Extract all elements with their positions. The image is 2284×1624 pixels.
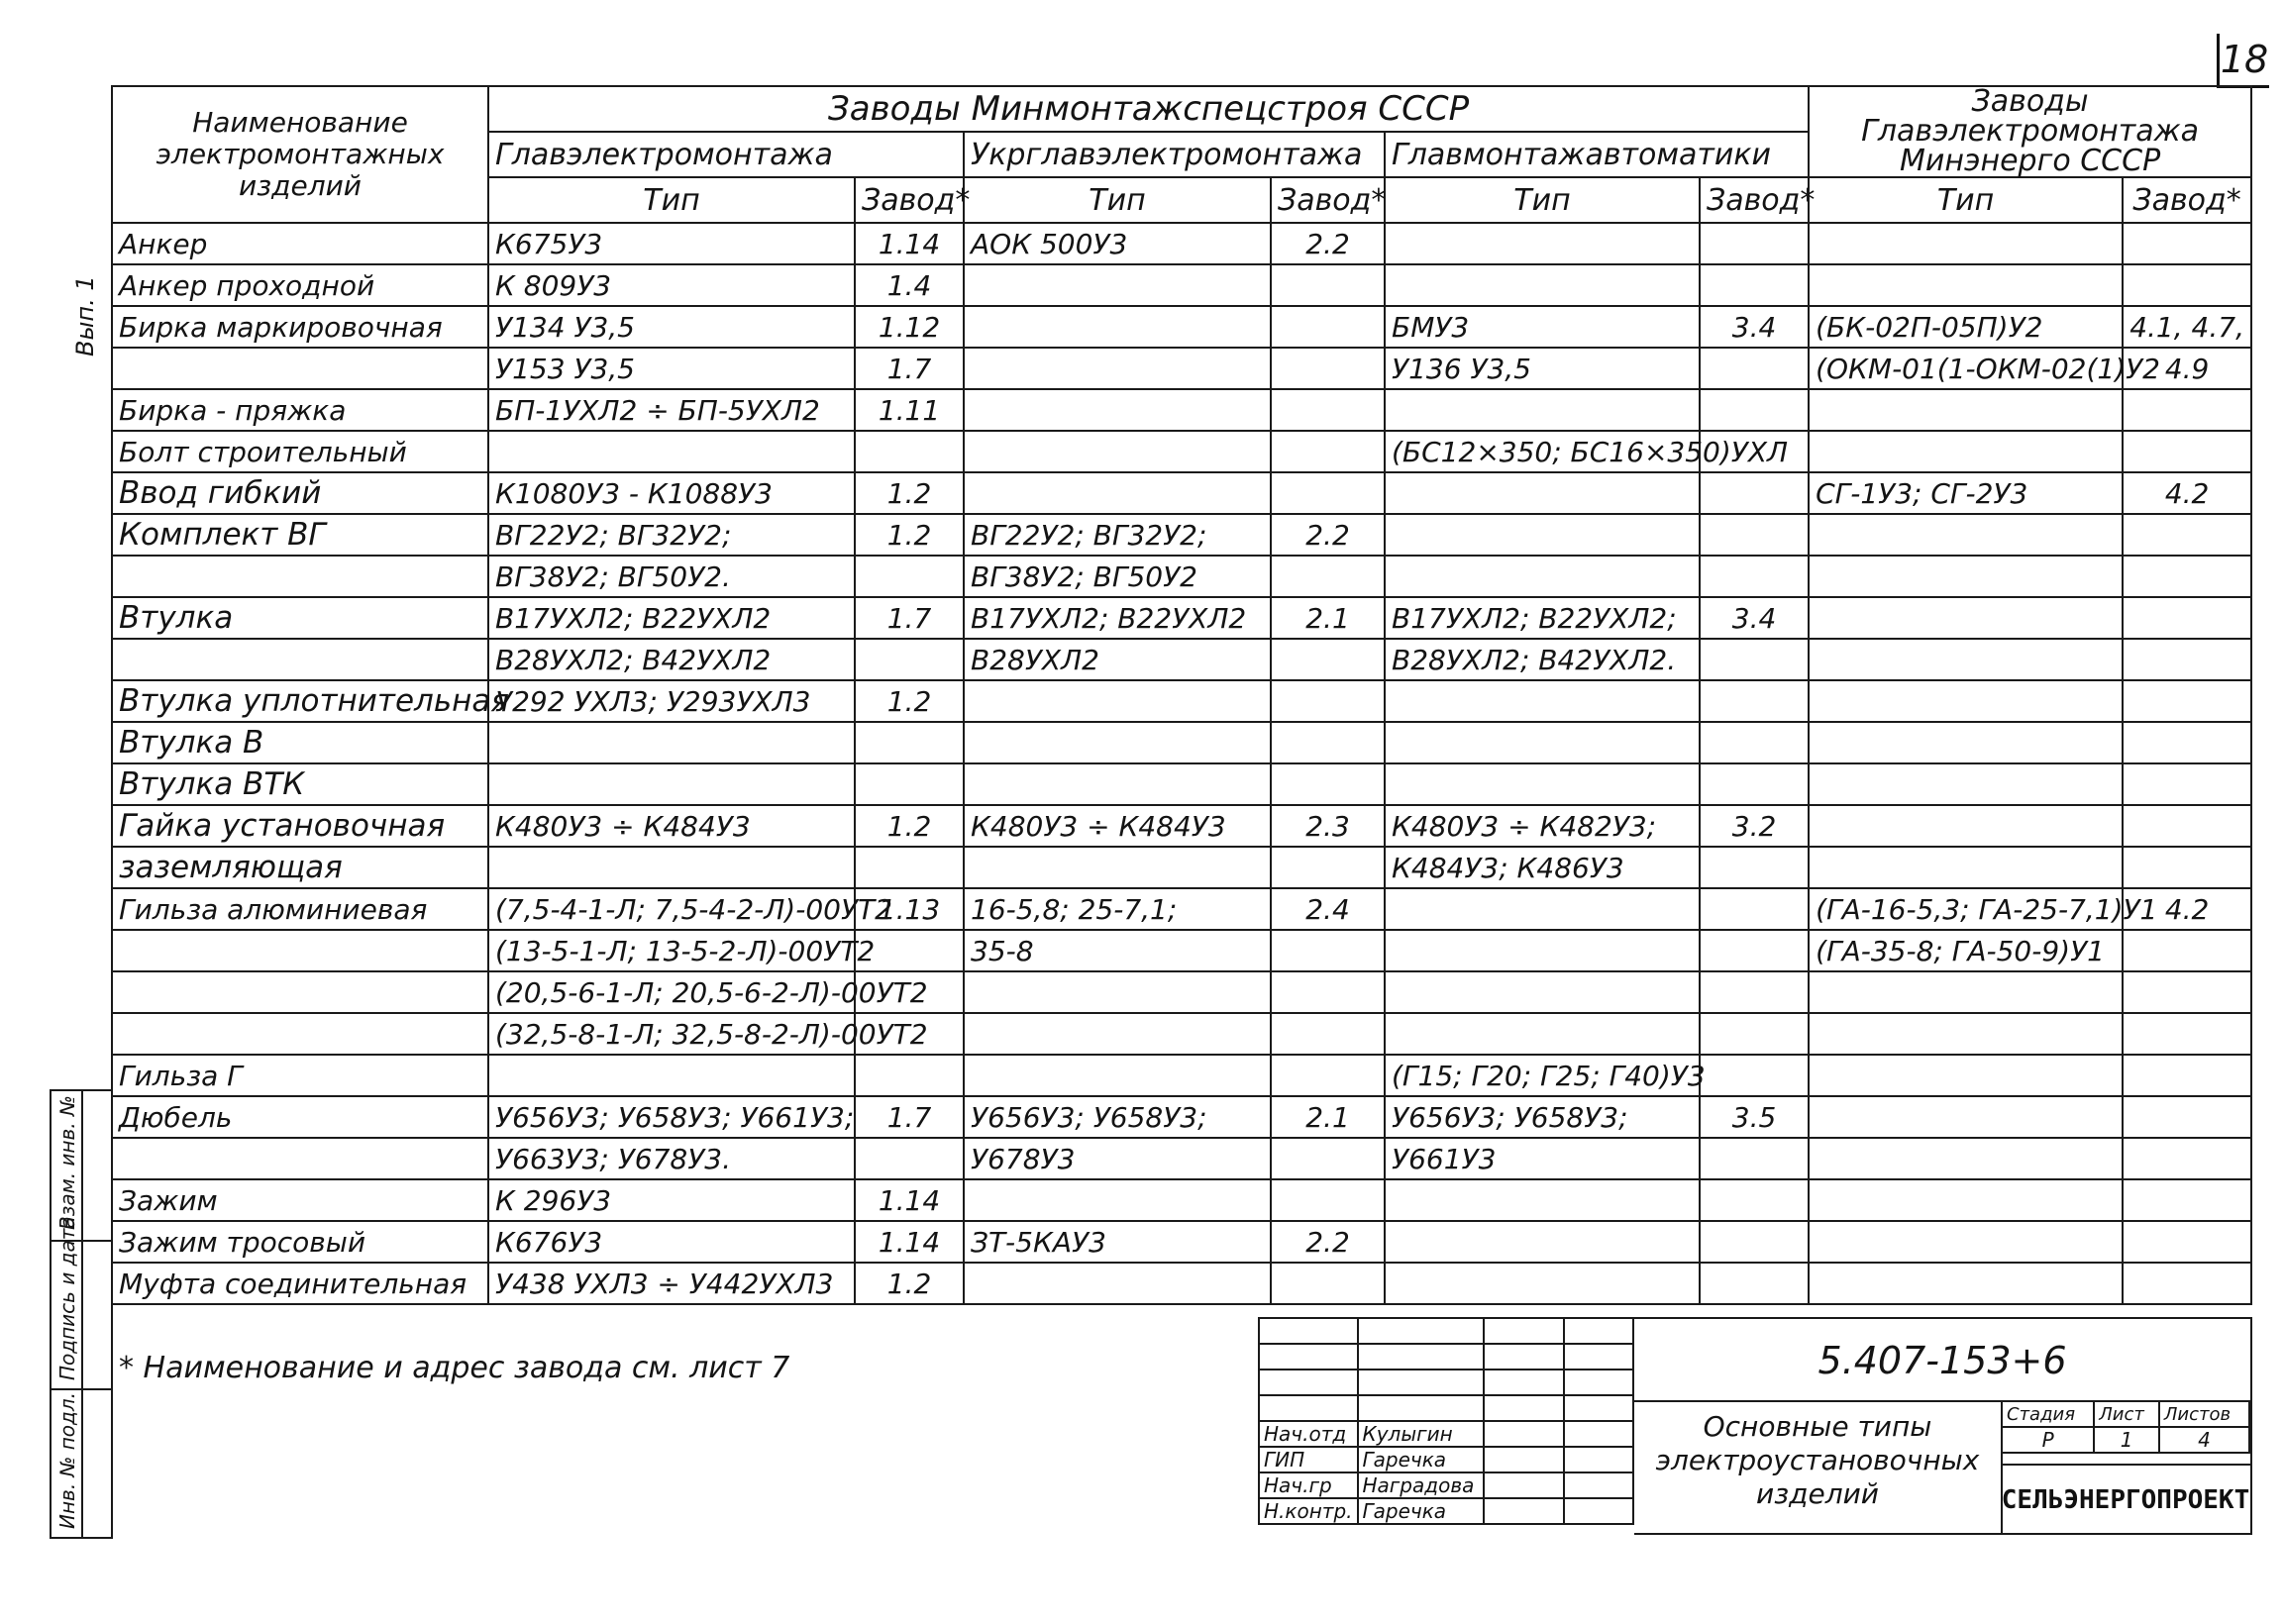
type-cell <box>964 763 1271 805</box>
plant-cell <box>1700 1138 1809 1179</box>
type-cell: В17УХЛ2; В22УХЛ2; <box>1385 597 1700 639</box>
header-plant: Завод* <box>2123 177 2251 223</box>
plant-cell <box>1700 223 1809 264</box>
table-row <box>112 597 2251 639</box>
type-cell <box>1809 763 2123 805</box>
plant-cell <box>2123 1096 2251 1138</box>
side-label: Инв. № подл. <box>55 1392 79 1529</box>
type-cell: БМУ3 <box>1385 306 1700 348</box>
type-cell: 16-5,8; 25-7,1; <box>964 888 1271 930</box>
header-plant: Завод* <box>1271 177 1385 223</box>
row-name-cell <box>112 348 488 389</box>
row-name-cell: Бирка - пряжка <box>112 389 488 431</box>
row-name-cell: Втулка ВТК <box>112 763 488 805</box>
plant-cell: 2.2 <box>1271 223 1385 264</box>
plant-cell <box>1271 722 1385 763</box>
plant-cell: 2.4 <box>1271 888 1385 930</box>
type-cell <box>1385 389 1700 431</box>
type-cell: ВГ22У2; ВГ32У2; <box>488 514 855 556</box>
plant-cell <box>1271 556 1385 597</box>
plant-cell <box>1271 639 1385 680</box>
table-row <box>112 306 2251 348</box>
table-row <box>112 680 2251 722</box>
header-sub1: Главэлектромонтажа <box>488 132 964 177</box>
plant-cell <box>855 556 964 597</box>
type-cell <box>1809 971 2123 1013</box>
type-cell: У438 УХЛ3 ÷ У442УХЛ3 <box>488 1263 855 1304</box>
plant-cell <box>2123 556 2251 597</box>
plant-cell <box>1700 1013 1809 1055</box>
plant-cell: 1.11 <box>855 389 964 431</box>
table-row <box>112 1013 2251 1055</box>
header-name-col: Наименование электромонтажных изделий <box>112 86 488 223</box>
type-cell <box>1385 1263 1700 1304</box>
type-cell <box>1385 514 1700 556</box>
plant-cell <box>2123 264 2251 306</box>
plant-cell <box>2123 971 2251 1013</box>
type-cell: У656У3; У658У3; <box>964 1096 1271 1138</box>
row-name-cell <box>112 639 488 680</box>
plant-cell <box>1700 1221 1809 1263</box>
plant-cell <box>1700 264 1809 306</box>
plant-cell <box>1271 971 1385 1013</box>
signer-name: Кулыгин <box>1358 1421 1485 1447</box>
role: Нач.отд <box>1259 1421 1358 1447</box>
row-name-cell <box>112 1013 488 1055</box>
type-cell <box>1809 1013 2123 1055</box>
row-name-cell: Болт строительный <box>112 431 488 472</box>
role: Нач.гр <box>1259 1472 1358 1498</box>
type-cell <box>1809 264 2123 306</box>
type-cell <box>488 1055 855 1096</box>
type-cell: (БС12×350; БС16×350)УХЛ <box>1385 431 1700 472</box>
plant-cell <box>1271 1013 1385 1055</box>
type-cell: (32,5-8-1-Л; 32,5-8-2-Л)-00УТ2 <box>488 1013 855 1055</box>
org-name: СЕЛЬЭНЕРГОПРОЕКТ <box>2001 1464 2250 1535</box>
plant-cell: 2.2 <box>1271 1221 1385 1263</box>
type-cell <box>1385 971 1700 1013</box>
plant-cell <box>1271 472 1385 514</box>
type-cell: У663У3; У678У3. <box>488 1138 855 1179</box>
type-cell <box>1385 930 1700 971</box>
type-cell: СГ-1У3; СГ-2У3 <box>1809 472 2123 514</box>
plant-cell: 2.1 <box>1271 597 1385 639</box>
type-cell: К480У3 ÷ К484У3 <box>488 805 855 847</box>
plant-cell: 3.4 <box>1700 306 1809 348</box>
type-cell <box>964 1055 1271 1096</box>
type-cell <box>964 847 1271 888</box>
type-cell <box>1809 680 2123 722</box>
row-name-cell: заземляющая <box>112 847 488 888</box>
stage-table <box>2001 1400 2250 1454</box>
plant-cell <box>2123 1138 2251 1179</box>
stage-label: Стадия <box>2002 1401 2094 1427</box>
row-name-cell: Ввод гибкий <box>112 472 488 514</box>
type-cell <box>488 763 855 805</box>
products-table <box>111 85 2252 1305</box>
type-cell <box>1385 556 1700 597</box>
plant-cell <box>1271 680 1385 722</box>
table-row <box>112 431 2251 472</box>
table-row <box>112 971 2251 1013</box>
type-cell <box>1809 805 2123 847</box>
type-cell <box>1385 472 1700 514</box>
plant-cell <box>2123 805 2251 847</box>
title-block <box>1258 1317 2250 1535</box>
row-name-cell: Втулка уплотнительная <box>112 680 488 722</box>
plant-cell <box>1700 1179 1809 1221</box>
table-row <box>112 930 2251 971</box>
plant-cell <box>1271 431 1385 472</box>
plant-cell: 1.7 <box>855 1096 964 1138</box>
type-cell <box>1385 223 1700 264</box>
type-cell: (20,5-6-1-Л; 20,5-6-2-Л)-00УТ2 <box>488 971 855 1013</box>
type-cell: ЗТ-5КАУ3 <box>964 1221 1271 1263</box>
type-cell <box>964 306 1271 348</box>
type-cell: К676У3 <box>488 1221 855 1263</box>
plant-cell <box>855 1055 964 1096</box>
row-name-cell: Зажим тросовый <box>112 1221 488 1263</box>
type-cell <box>1385 1221 1700 1263</box>
type-cell: БП-1УХЛ2 ÷ БП-5УХЛ2 <box>488 389 855 431</box>
plant-cell <box>2123 514 2251 556</box>
row-name-cell <box>112 556 488 597</box>
table-row <box>112 1221 2251 1263</box>
plant-cell <box>1271 389 1385 431</box>
type-cell <box>964 472 1271 514</box>
type-cell <box>1809 597 2123 639</box>
plant-cell <box>1700 722 1809 763</box>
type-cell: В17УХЛ2; В22УХЛ2 <box>488 597 855 639</box>
type-cell <box>1809 1138 2123 1179</box>
type-cell: У134 У3,5 <box>488 306 855 348</box>
table-row <box>112 556 2251 597</box>
side-strip <box>50 1089 113 1539</box>
type-cell <box>1809 431 2123 472</box>
type-cell: (Г15; Г20; Г25; Г40)У3 <box>1385 1055 1700 1096</box>
row-name-cell: Гильза алюминиевая <box>112 888 488 930</box>
row-name-cell: Анкер <box>112 223 488 264</box>
plant-cell <box>2123 847 2251 888</box>
type-cell <box>488 431 855 472</box>
plant-cell <box>1271 763 1385 805</box>
plant-cell <box>1271 348 1385 389</box>
plant-cell <box>2123 1221 2251 1263</box>
type-cell: У656У3; У658У3; У661У3; <box>488 1096 855 1138</box>
type-cell: (ГА-16-5,3; ГА-25-7,1)У1 <box>1809 888 2123 930</box>
plant-cell <box>1700 514 1809 556</box>
type-cell <box>1809 722 2123 763</box>
table-row <box>112 805 2251 847</box>
header-type: Тип <box>1809 177 2123 223</box>
row-name-cell <box>112 930 488 971</box>
role: Н.контр. <box>1259 1498 1358 1524</box>
plant-cell: 1.2 <box>855 514 964 556</box>
row-name-cell <box>112 1138 488 1179</box>
table-row <box>112 472 2251 514</box>
plant-cell <box>2123 639 2251 680</box>
plant-cell: 2.3 <box>1271 805 1385 847</box>
type-cell: К 296У3 <box>488 1179 855 1221</box>
type-cell: У136 У3,5 <box>1385 348 1700 389</box>
type-cell: (ОКМ-01(1-ОКМ-02(1)У2 <box>1809 348 2123 389</box>
plant-cell <box>855 639 964 680</box>
plant-cell <box>1271 930 1385 971</box>
type-cell <box>1809 223 2123 264</box>
signer-name: Гаречка <box>1358 1498 1485 1524</box>
plant-cell <box>2123 680 2251 722</box>
row-name-cell: Втулка <box>112 597 488 639</box>
table-row <box>112 1138 2251 1179</box>
table-row <box>112 1055 2251 1096</box>
plant-cell: 1.7 <box>855 348 964 389</box>
type-cell: У661У3 <box>1385 1138 1700 1179</box>
type-cell <box>1809 1096 2123 1138</box>
title-area <box>1634 1317 2252 1535</box>
plant-cell: 4.2 <box>2123 472 2251 514</box>
table-row <box>112 1096 2251 1138</box>
plant-cell <box>1700 639 1809 680</box>
plant-cell: 1.12 <box>855 306 964 348</box>
type-cell: (13-5-1-Л; 13-5-2-Л)-00УТ2 <box>488 930 855 971</box>
type-cell: АОК 500У3 <box>964 223 1271 264</box>
plant-cell <box>855 431 964 472</box>
type-cell: К480У3 ÷ К482У3; <box>1385 805 1700 847</box>
footnote: * Наименование и адрес завода см. лист 7 <box>119 1351 790 1385</box>
type-cell <box>1809 847 2123 888</box>
type-cell: У656У3; У658У3; <box>1385 1096 1700 1138</box>
plant-cell: 1.14 <box>855 223 964 264</box>
plant-cell <box>2123 1055 2251 1096</box>
plant-cell <box>1700 930 1809 971</box>
type-cell <box>1809 1055 2123 1096</box>
type-cell: 35-8 <box>964 930 1271 971</box>
type-cell: У153 У3,5 <box>488 348 855 389</box>
type-cell <box>1385 1013 1700 1055</box>
plant-cell: 1.14 <box>855 1179 964 1221</box>
plant-cell <box>2123 1013 2251 1055</box>
type-cell <box>1809 1221 2123 1263</box>
type-cell <box>964 680 1271 722</box>
plant-cell: 1.14 <box>855 1221 964 1263</box>
row-name-cell <box>112 971 488 1013</box>
plant-cell: 4.9 <box>2123 348 2251 389</box>
plant-cell <box>855 847 964 888</box>
sheets-label: Листов <box>2159 1401 2249 1427</box>
table-row <box>112 264 2251 306</box>
type-cell <box>1385 763 1700 805</box>
row-name-cell: Гайка установочная <box>112 805 488 847</box>
table-row <box>112 639 2251 680</box>
row-name-cell: Втулка В <box>112 722 488 763</box>
type-cell: ВГ38У2; ВГ50У2 <box>964 556 1271 597</box>
plant-cell: 1.2 <box>855 805 964 847</box>
header-type: Тип <box>964 177 1271 223</box>
plant-cell <box>1700 888 1809 930</box>
plant-cell <box>1271 1138 1385 1179</box>
type-cell: В28УХЛ2 <box>964 639 1271 680</box>
signer-name: Наградова <box>1358 1472 1485 1498</box>
type-cell: У678У3 <box>964 1138 1271 1179</box>
type-cell <box>1385 680 1700 722</box>
plant-cell <box>2123 223 2251 264</box>
plant-cell: 4.2 <box>2123 888 2251 930</box>
type-cell: ВГ22У2; ВГ32У2; <box>964 514 1271 556</box>
type-cell <box>964 264 1271 306</box>
type-cell <box>488 722 855 763</box>
plant-cell: 2.2 <box>1271 514 1385 556</box>
type-cell <box>1809 556 2123 597</box>
type-cell <box>1809 639 2123 680</box>
table-row <box>112 348 2251 389</box>
table-row <box>112 514 2251 556</box>
type-cell: К675У3 <box>488 223 855 264</box>
type-cell <box>1809 514 2123 556</box>
type-cell: (БК-02П-05П)У2 <box>1809 306 2123 348</box>
doc-title: Основные типы электроустановочных изделий <box>1655 1410 1980 1510</box>
sheets-value: 4 <box>2159 1427 2249 1453</box>
type-cell: В28УХЛ2; В42УХЛ2 <box>488 639 855 680</box>
type-cell <box>488 847 855 888</box>
header-plant: Завод* <box>855 177 964 223</box>
plant-cell <box>2123 763 2251 805</box>
type-cell <box>1809 1263 2123 1304</box>
plant-cell <box>2123 1179 2251 1221</box>
plant-cell <box>1271 1263 1385 1304</box>
plant-cell: 1.2 <box>855 680 964 722</box>
header-sub3: Главмонтажавтоматики <box>1385 132 1809 177</box>
type-cell <box>1385 1179 1700 1221</box>
type-cell <box>964 971 1271 1013</box>
plant-cell <box>1700 348 1809 389</box>
doc-code: 5.407-153+6 <box>1817 1339 2067 1382</box>
type-cell: (7,5-4-1-Л; 7,5-4-2-Л)-00УТ2 <box>488 888 855 930</box>
type-cell <box>964 431 1271 472</box>
table-row <box>112 763 2251 805</box>
side-note: Вып. 1 <box>71 275 99 356</box>
plant-cell: 1.7 <box>855 597 964 639</box>
type-cell: К1080У3 - К1088У3 <box>488 472 855 514</box>
type-cell <box>1385 722 1700 763</box>
plant-cell <box>1700 1055 1809 1096</box>
table-row <box>112 389 2251 431</box>
plant-cell <box>1271 306 1385 348</box>
type-cell: У292 УХЛ3; У293УХЛ3 <box>488 680 855 722</box>
plant-cell <box>1700 680 1809 722</box>
row-name-cell: Зажим <box>112 1179 488 1221</box>
table-row <box>112 847 2251 888</box>
header-group-ussr: Заводы Минмонтажспецстроя СССР <box>488 86 1809 132</box>
plant-cell: 3.2 <box>1700 805 1809 847</box>
plant-cell <box>1700 1263 1809 1304</box>
header-type: Тип <box>488 177 855 223</box>
sheet-label: Лист <box>2094 1401 2159 1427</box>
plant-cell: 1.2 <box>855 1263 964 1304</box>
plant-cell <box>1700 472 1809 514</box>
row-name-cell: Бирка маркировочная <box>112 306 488 348</box>
plant-cell <box>2123 1263 2251 1304</box>
stage-value: Р <box>2002 1427 2094 1453</box>
type-cell <box>964 1013 1271 1055</box>
plant-cell <box>1271 1179 1385 1221</box>
plant-cell: 1.2 <box>855 472 964 514</box>
type-cell: К484У3; К486У3 <box>1385 847 1700 888</box>
type-cell <box>964 722 1271 763</box>
plant-cell <box>2123 431 2251 472</box>
table-row <box>112 1179 2251 1221</box>
row-name-cell: Гильза Г <box>112 1055 488 1096</box>
plant-cell: 1.4 <box>855 264 964 306</box>
signer-name: Гаречка <box>1358 1447 1485 1472</box>
type-cell <box>1809 389 2123 431</box>
type-cell <box>1809 1179 2123 1221</box>
table-row <box>112 888 2251 930</box>
row-name-cell: Анкер проходной <box>112 264 488 306</box>
type-cell: (ГА-35-8; ГА-50-9)У1 <box>1809 930 2123 971</box>
type-cell <box>1385 264 1700 306</box>
plant-cell <box>1271 264 1385 306</box>
header-plant: Завод* <box>1700 177 1809 223</box>
type-cell: В28УХЛ2; В42УХЛ2. <box>1385 639 1700 680</box>
plant-cell <box>1700 847 1809 888</box>
header-type: Тип <box>1385 177 1700 223</box>
plant-cell <box>1700 763 1809 805</box>
plant-cell <box>2123 722 2251 763</box>
plant-cell <box>855 1138 964 1179</box>
type-cell <box>964 348 1271 389</box>
plant-cell: 3.5 <box>1700 1096 1809 1138</box>
type-cell <box>964 1263 1271 1304</box>
signature-grid <box>1258 1317 1634 1525</box>
type-cell <box>964 389 1271 431</box>
plant-cell: 2.1 <box>1271 1096 1385 1138</box>
table-row <box>112 223 2251 264</box>
plant-cell <box>1271 847 1385 888</box>
type-cell <box>1385 888 1700 930</box>
type-cell: К 809У3 <box>488 264 855 306</box>
plant-cell <box>1700 556 1809 597</box>
row-name-cell: Комплект ВГ <box>112 514 488 556</box>
row-name-cell: Дюбель <box>112 1096 488 1138</box>
role: ГИП <box>1259 1447 1358 1472</box>
page-number: 18 <box>2217 34 2269 88</box>
plant-cell <box>855 722 964 763</box>
plant-cell <box>1700 389 1809 431</box>
type-cell <box>964 1179 1271 1221</box>
row-name-cell: Муфта соединительная <box>112 1263 488 1304</box>
sheet-value: 1 <box>2094 1427 2159 1453</box>
plant-cell <box>2123 389 2251 431</box>
plant-cell <box>855 763 964 805</box>
header-sub2: Укрглавэлектромонтажа <box>964 132 1385 177</box>
type-cell: ВГ38У2; ВГ50У2. <box>488 556 855 597</box>
plant-cell: 3.4 <box>1700 597 1809 639</box>
table-row <box>112 722 2251 763</box>
plant-cell <box>2123 930 2251 971</box>
plant-cell: 4.1, 4.7, <box>2123 306 2251 348</box>
side-label: Подпись и дата <box>55 1216 79 1380</box>
type-cell: В17УХЛ2; В22УХЛ2 <box>964 597 1271 639</box>
plant-cell <box>1271 1055 1385 1096</box>
type-cell: К480У3 ÷ К484У3 <box>964 805 1271 847</box>
plant-cell <box>2123 597 2251 639</box>
plant-cell <box>1700 971 1809 1013</box>
side-label: Взам. инв. № <box>55 1095 79 1230</box>
plant-cell: 1.13 <box>855 888 964 930</box>
table-row <box>112 1263 2251 1304</box>
header-group-energy: Заводы Главэлектромонтажа Минэнерго СССР <box>1809 86 2251 177</box>
